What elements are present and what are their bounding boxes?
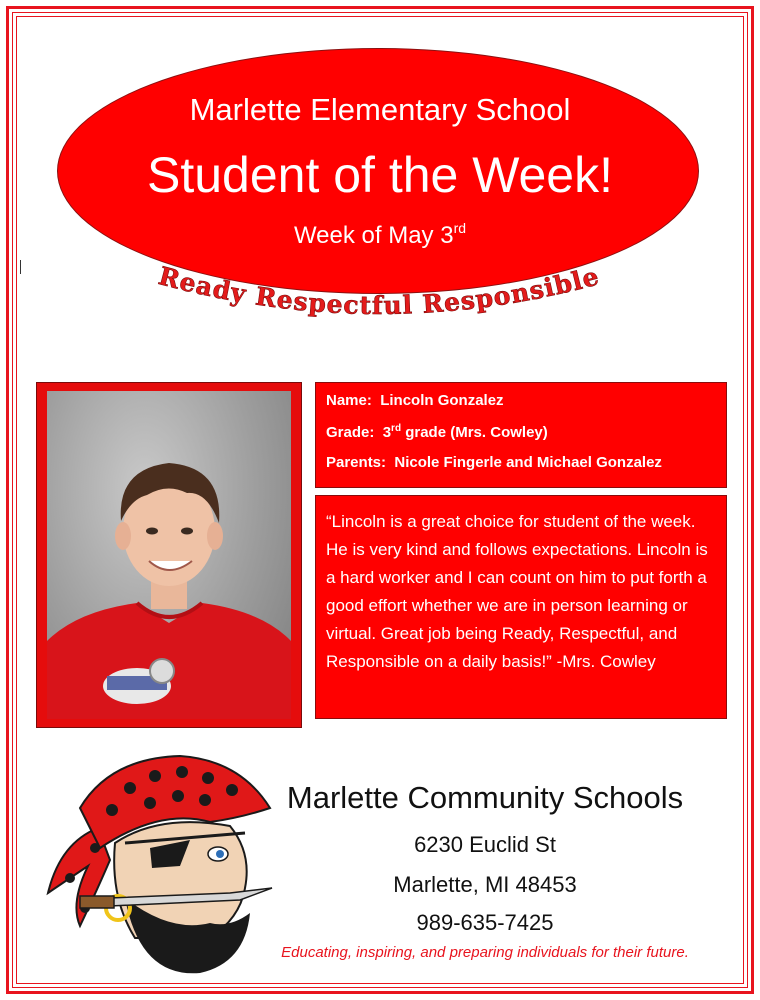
parents-label: Parents: — [326, 454, 387, 471]
week-prefix: Week of May 3 — [293, 222, 454, 249]
award-title: Student of the Week! — [146, 147, 614, 203]
district-name: Marlette Community Schools — [286, 780, 684, 815]
parents-names: Nicole Fingerle and Michael Gonzalez — [394, 454, 662, 471]
street-address: 6230 Euclid St — [414, 832, 556, 857]
week-suffix: rd — [453, 220, 467, 236]
name-label: Name: — [326, 392, 372, 409]
student-portrait-icon — [47, 391, 291, 719]
student-info-box — [315, 382, 727, 488]
grade-rest: grade (Mrs. Cowley) — [401, 424, 548, 441]
grade-row — [326, 423, 548, 441]
city-address: Marlette, MI 48453 — [393, 872, 577, 897]
grade-label: Grade: — [326, 424, 375, 441]
phone-number: 989-635-7425 — [416, 910, 554, 935]
photo-frame — [36, 382, 302, 728]
student-name: Lincoln Gonzalez — [380, 392, 504, 409]
parents-row — [326, 454, 662, 471]
district-motto: Educating, inspiring, and preparing individuals for their future. — [281, 944, 689, 961]
motto-arc — [0, 0, 760, 360]
school-title: Marlette Elementary School — [189, 92, 571, 127]
motto-arc-text: Ready Respectful Responsible — [155, 261, 603, 321]
grade-number: 3 — [382, 424, 392, 441]
grade-suffix: rd — [391, 423, 402, 434]
student-photo — [47, 391, 291, 719]
text-cursor — [20, 260, 21, 274]
teacher-quote: “Lincoln is a great choice for student of the week. He is very kind and follows expectations. Lincoln is a hard worker and I can count on him to put forth a good effort whether we are in person learning or virtual. Great job being Ready, Respectful, and Responsible on a daily basis!” -Mrs. Cowley — [326, 512, 708, 671]
svg-text:Ready Respectful Responsible — [156, 261, 603, 320]
name-row — [326, 392, 504, 409]
teacher-quote-box — [315, 495, 727, 719]
